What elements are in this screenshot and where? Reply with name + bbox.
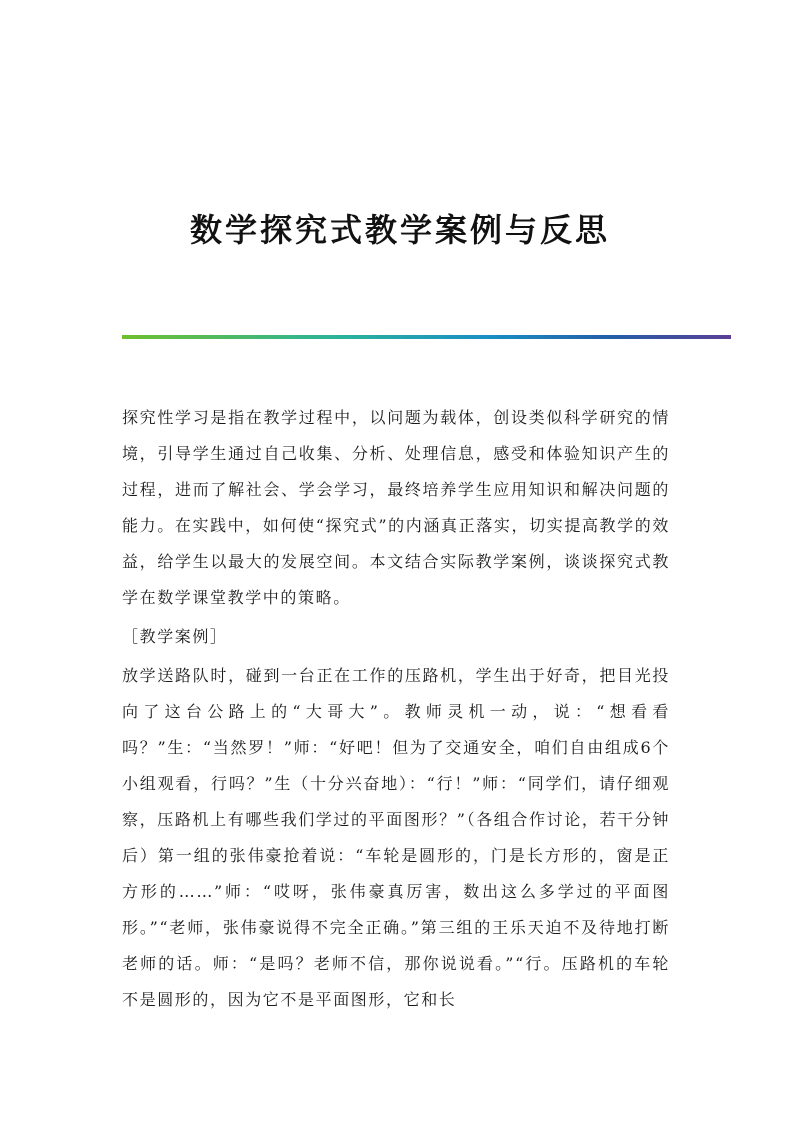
intro-paragraph: 探究性学习是指在教学过程中，以问题为载体，创设类似科学研究的情境，引导学生通过自己收集、分析、处理信息，感受和体验知识产生的过程，进而了解社会、学会学习，最终培养学生应用知识和解决问题的能力。在实践中，如何使“探究式”的内涵真正落实，切实提高教学的效益，给学生以最大的发展空间。本文结合实际教学案例，谈谈探究式教学在数学课堂教学中的策略。 [122,408,670,607]
document-body [122,400,670,1018]
gradient-divider [122,335,731,339]
document-title: 数学探究式教学案例与反思 [189,211,610,250]
case-story-paragraph: 放学送路队时，碰到一台正在工作的压路机，学生出于好奇，把目光投向了这台公路上的“大哥大”。教师灵机一动，说：“想看看吗？”生：“当然罗！”师：“好吧！但为了交通安全，咱们自由组成6个小组观看，行吗？”生（十分兴奋地）：“行！”师：“同学们，请仔细观察，压路机上有哪些我们学过的平面图形？”（各组合作讨论，若干分钟后）第一组的张伟豪抢着说：“车轮是圆形的，门是长方形的，窗是正方形的……”师：“哎呀，张伟豪真厉害，数出这么多学过的平面图形。”“老师，张伟豪说得不完全正确。”第三组的王乐天迫不及待地打断老师的话。师：“是吗？老师不信，那你说说看。”“行。压路机的车轮不是圆形的，因为它不是平面图形，它和长 [122,666,670,1009]
section-label: ［教学案例］ [122,627,228,646]
